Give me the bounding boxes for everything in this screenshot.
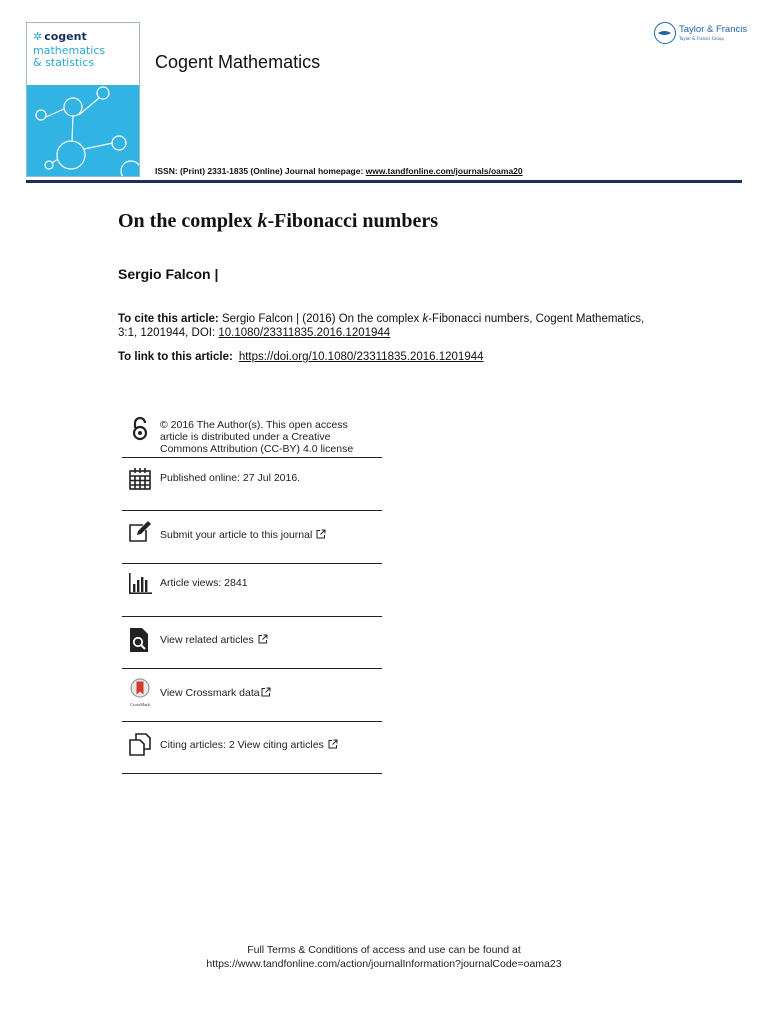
external-link-icon xyxy=(328,739,338,749)
citing-articles-icon xyxy=(127,731,153,757)
cite-doi-link[interactable]: 10.1080/23311835.2016.1201944 xyxy=(218,327,391,339)
title-part-1: On the complex xyxy=(118,210,258,232)
external-link-icon xyxy=(258,634,268,644)
cover-artwork xyxy=(27,85,139,177)
cite-text-1: Sergio Falcon | (2016) On the complex xyxy=(218,313,423,325)
cover-header xyxy=(27,23,139,85)
citing-text: Citing articles: 2 View citing articles xyxy=(160,739,324,751)
published-text: Published online: 27 Jul 2016. xyxy=(160,472,301,484)
cover-subtitle xyxy=(33,45,105,69)
article-info-panel xyxy=(122,410,382,774)
bar-chart-icon xyxy=(127,571,153,597)
link-label: To link to this article: xyxy=(118,351,233,363)
views-text: Article views: 2841 xyxy=(160,577,248,589)
views-row xyxy=(122,564,382,617)
submit-text: Submit your article to this journal xyxy=(160,529,313,541)
external-link-icon xyxy=(261,687,271,697)
crossmark-link[interactable] xyxy=(160,687,271,699)
article-title xyxy=(118,210,438,233)
journal-cover xyxy=(26,22,140,177)
header-rule xyxy=(26,180,742,183)
submit-article-link[interactable] xyxy=(160,529,326,541)
cogent-star-icon: ✲ xyxy=(33,30,43,43)
related-articles-link[interactable] xyxy=(160,634,268,646)
title-italic-k: k xyxy=(257,210,268,232)
cover-subtitle-line1: mathematics xyxy=(33,44,106,57)
calendar-icon xyxy=(127,466,153,492)
open-access-icon xyxy=(127,416,153,442)
title-part-2: -Fibonacci numbers xyxy=(267,210,438,232)
license-text: © 2016 The Author(s). This open access article is distributed under a Creative Commons Attribution (CC-BY) 4.0 license xyxy=(160,419,354,455)
related-row[interactable] xyxy=(122,617,382,669)
issn-text: ISSN: (Print) 2331-1835 (Online) Journal homepage: xyxy=(155,166,366,176)
taylor-francis-logo-icon xyxy=(654,22,676,44)
citing-row[interactable] xyxy=(122,722,382,774)
cover-brand xyxy=(33,31,87,43)
journal-name: Cogent Mathematics xyxy=(155,52,321,72)
citation-block xyxy=(118,312,658,340)
related-text: View related articles xyxy=(160,634,254,646)
footer-terms-link[interactable]: https://www.tandfonline.com/action/journalInformation?journalCode=oama23 xyxy=(206,958,562,970)
cover-brand-text: cogent xyxy=(44,30,87,43)
cite-italic-k: k xyxy=(422,313,429,325)
external-link-icon xyxy=(316,529,326,539)
citing-articles-link[interactable] xyxy=(160,739,338,751)
crossmark-icon xyxy=(127,678,153,698)
issn-line xyxy=(155,166,523,176)
article-doi-link[interactable]: https://doi.org/10.1080/23311835.2016.1201944 xyxy=(238,351,484,363)
related-articles-icon xyxy=(127,627,153,653)
submit-row[interactable] xyxy=(122,511,382,564)
publisher-group: Taylor & Francis Group xyxy=(679,36,724,41)
crossmark-row[interactable] xyxy=(122,669,382,722)
publisher-name: Taylor & Francis xyxy=(679,24,748,35)
crossmark-icon-label: CrossMark xyxy=(130,702,150,707)
footer-line1: Full Terms & Conditions of access and use can be found at xyxy=(247,944,521,956)
published-row xyxy=(122,458,382,511)
footer xyxy=(0,943,768,971)
journal-homepage-link[interactable]: www.tandfonline.com/journals/oama20 xyxy=(365,166,523,176)
crossmark-badge xyxy=(127,678,153,707)
edit-icon xyxy=(127,519,153,545)
cover-subtitle-line2: & statistics xyxy=(33,56,95,69)
publisher-logo[interactable] xyxy=(654,22,746,46)
cite-text-2: -Fibonacci numbers, Cogent Mathematics, 3:1, 1201944, DOI: xyxy=(118,313,645,339)
molecule-artwork-icon xyxy=(27,85,139,177)
author-name: Sergio Falcon | xyxy=(118,266,219,282)
cite-label: To cite this article: xyxy=(118,313,219,325)
article-link-line xyxy=(118,351,484,363)
crossmark-text: View Crossmark data xyxy=(160,687,260,699)
license-row xyxy=(122,410,382,458)
